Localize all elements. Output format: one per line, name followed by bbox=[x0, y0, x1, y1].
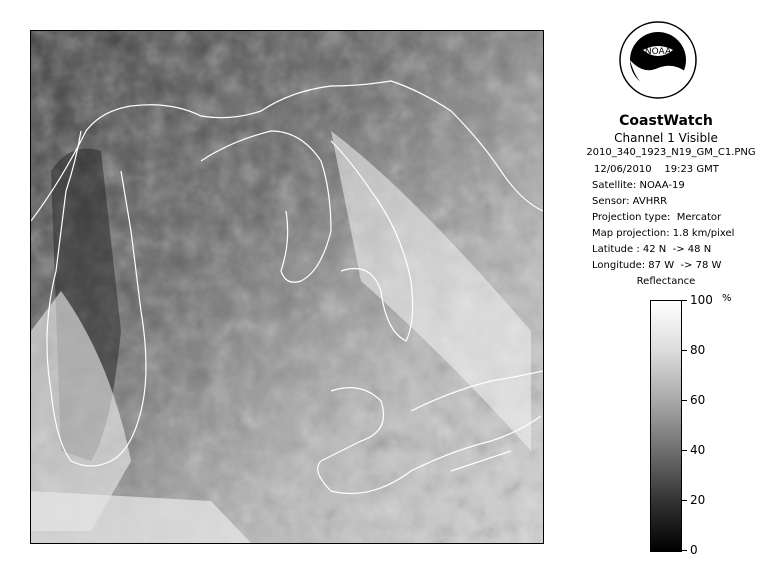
sensor-label: Sensor: AVHRR bbox=[592, 196, 668, 207]
colorbar-tick-mark bbox=[681, 400, 687, 401]
channel-label: Channel 1 Visible bbox=[614, 131, 718, 145]
latitude-label: Latitude : 42 N -> 48 N bbox=[592, 244, 712, 255]
colorbar-tick-label: 80 bbox=[690, 343, 706, 357]
colorbar-tick-label: 40 bbox=[690, 443, 706, 457]
logo-text: NOAA bbox=[644, 47, 672, 57]
colorbar-tick-label: 100 bbox=[690, 293, 713, 307]
longitude-label: Longitude: 87 W -> 78 W bbox=[592, 260, 722, 271]
colorbar-tick-mark bbox=[681, 450, 687, 451]
projection-label: Projection type: Mercator bbox=[592, 212, 722, 223]
noaa-logo bbox=[618, 20, 698, 100]
satellite-label: Satellite: NOAA-19 bbox=[592, 180, 685, 191]
colorbar-tick-label: 60 bbox=[690, 393, 706, 407]
colorbar-tick-mark bbox=[681, 300, 687, 301]
date-label: 12/06/2010 19:23 GMT bbox=[594, 164, 719, 175]
map-projection-label: Map projection: 1.8 km/pixel bbox=[592, 228, 735, 239]
colorbar-unit: % bbox=[722, 293, 732, 304]
satellite-map bbox=[30, 30, 544, 544]
colorbar-tick-mark bbox=[681, 350, 687, 351]
map-image bbox=[31, 31, 543, 543]
colorbar-tick-mark bbox=[681, 550, 687, 551]
colorbar-tick-label: 0 bbox=[690, 543, 698, 557]
colorbar-title: Reflectance bbox=[636, 276, 696, 287]
filename-label: 2010_340_1923_N19_GM_C1.PNG bbox=[586, 147, 756, 158]
colorbar-tick-mark bbox=[681, 500, 687, 501]
colorbar-tick-label: 20 bbox=[690, 493, 706, 507]
reflectance-colorbar bbox=[650, 300, 682, 552]
panel-title: CoastWatch bbox=[619, 113, 713, 129]
